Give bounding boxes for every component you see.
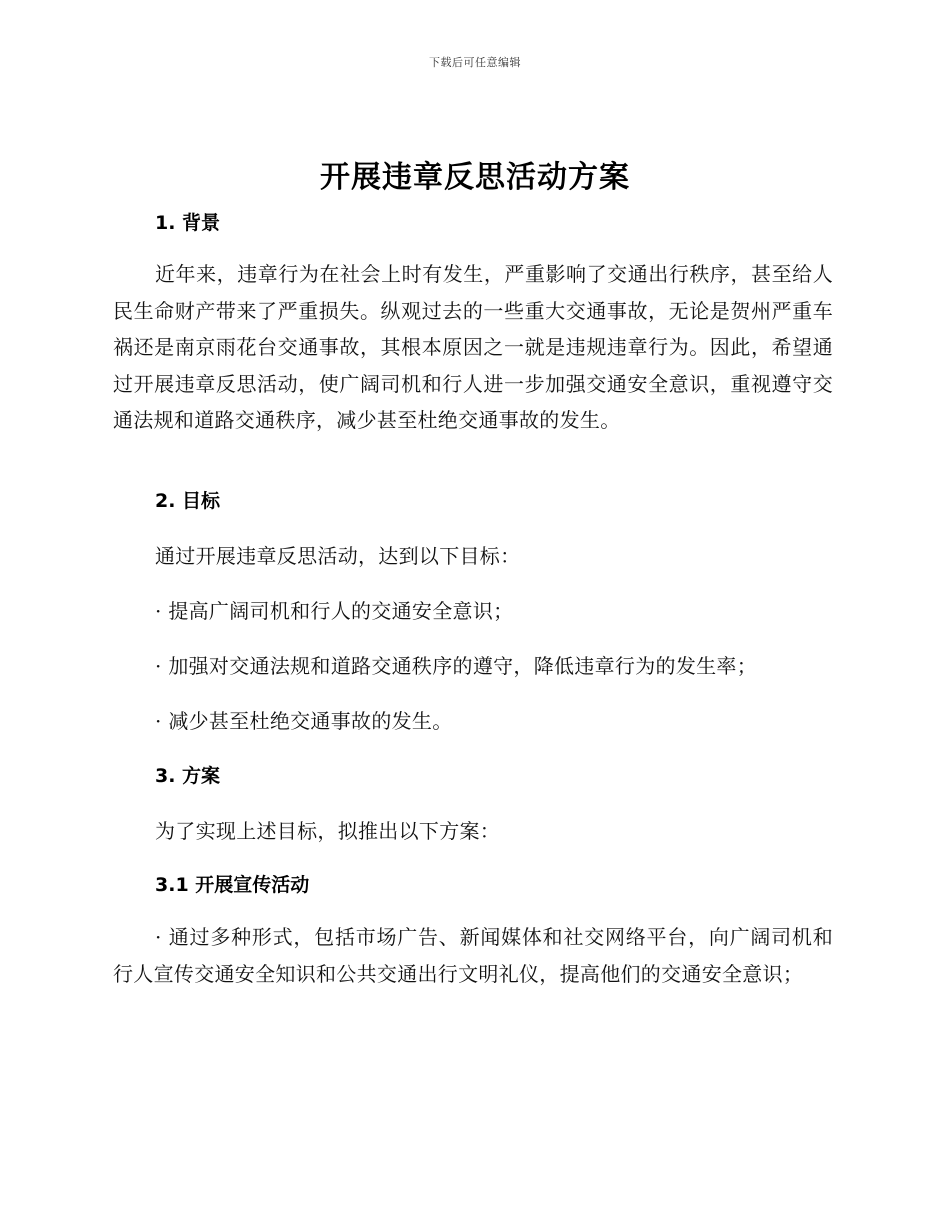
section-heading-goals: 2. 目标 xyxy=(155,490,221,512)
publicity-paragraph: · 通过多种形式，包括市场广告、新闻媒体和社交网络平台，向广阔司机和行人宣传交通安全知识和公共交通出行文明礼仪，提高他们的交通安全意识； xyxy=(113,925,833,986)
goals-intro: 通过开展违章反思活动，达到以下目标： xyxy=(155,544,521,568)
section-heading-background: 1. 背景 xyxy=(155,212,221,234)
background-paragraph: 近年来，违章行为在社会上时有发生，严重影响了交通出行秩序，甚至给人民生命财产带来了严重损失。纵观过去的一些重大交通事故，无论是贺州严重车祸还是南京雨花台交通事故，其根本原因之一就是违规违章行为。因此，希望通过开展违章反思活动，使广阔司机和行人进一步加强交通安全意识，重视遵守交通法规和道路交通秩序，减少甚至杜绝交通事故的发生。 xyxy=(113,262,833,432)
section-heading-plan: 3. 方案 xyxy=(155,765,221,787)
goal-item-1: · 提高广阔司机和行人的交通安全意识； xyxy=(155,599,514,623)
plan-intro: 为了实现上述目标，拟推出以下方案： xyxy=(155,819,501,843)
subsection-heading-publicity: 3.1 开展宣传活动 xyxy=(155,874,310,896)
goal-item-2: · 加强对交通法规和道路交通秩序的遵守，降低违章行为的发生率； xyxy=(155,654,758,678)
document-title: 开展违章反思活动方案 xyxy=(320,160,630,195)
header-note: 下载后可任意编辑 xyxy=(429,56,521,69)
goal-item-3: · 减少甚至杜绝交通事故的发生。 xyxy=(155,709,453,733)
